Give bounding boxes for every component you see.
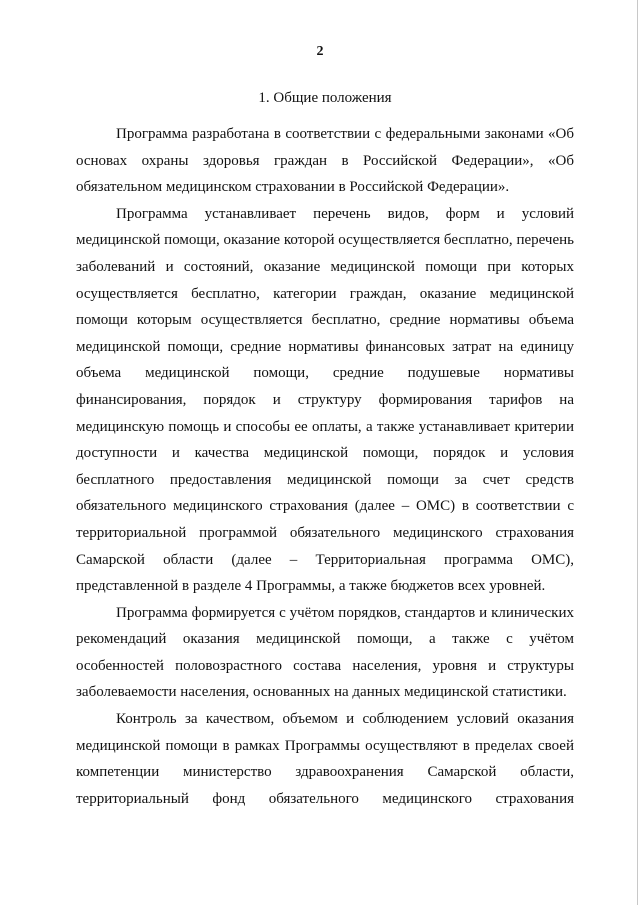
- paragraph-program-formation: Программа формируется с учётом порядков, стандартов и клинических рекомендаций оказания медицинской помощи, а также с учётом особенностей половозрастного состава населения, уровня и структуры заболеваемости населения, основанных на данных медицинской статистики.: [76, 604, 574, 701]
- section-title: 1. Общие положения: [258, 90, 392, 106]
- page-number: 2: [316, 44, 324, 59]
- scan-edge-line: [637, 0, 638, 905]
- paragraph-legal-basis: Программа разработана в соответствии с федеральными законами «Об основах охраны здоровья граждан в Российской Федерации», «Об обязательном медицинском страховании в Российской Федерации».: [76, 126, 574, 196]
- paragraph-program-scope: Программа устанавливает перечень видов, форм и условий медицинской помощи, оказание которой осуществляется бесплатно, перечень заболеваний и состояний, оказание медицинской помощи при которых осуществляется бесплатно, категории граждан, оказание медицинской помощи которым осуществляется бесплатно, средние нормативы объема медицинской помощи, средние нормативы финансовых затрат на единицу объема медицинской помощи, средние подушевые нормативы финансирования, порядок и структуру формирования тарифов на медицинскую помощь и способы ее оплаты, а также устанавливает критерии доступности и качества медицинской помощи, порядок и условия бесплатного предоставления медицинской помощи за счет средств обязательного медицинского страхования (далее – ОМС) в соответствии с территориальной программой обязательного медицинского страхования Самарской области (далее – Территориальная программа ОМС), представленной в разделе 4 Программы, а также бюджетов всех уровней.: [76, 205, 574, 595]
- paragraph-quality-control: Контроль за качеством, объемом и соблюдением условий оказания медицинской помощи в рамках Программы осуществляют в пределах своей компетенции министерство здравоохранения Самарской области, территориальный фонд обязательного медицинского страхования: [76, 711, 574, 807]
- body-text: [76, 121, 574, 812]
